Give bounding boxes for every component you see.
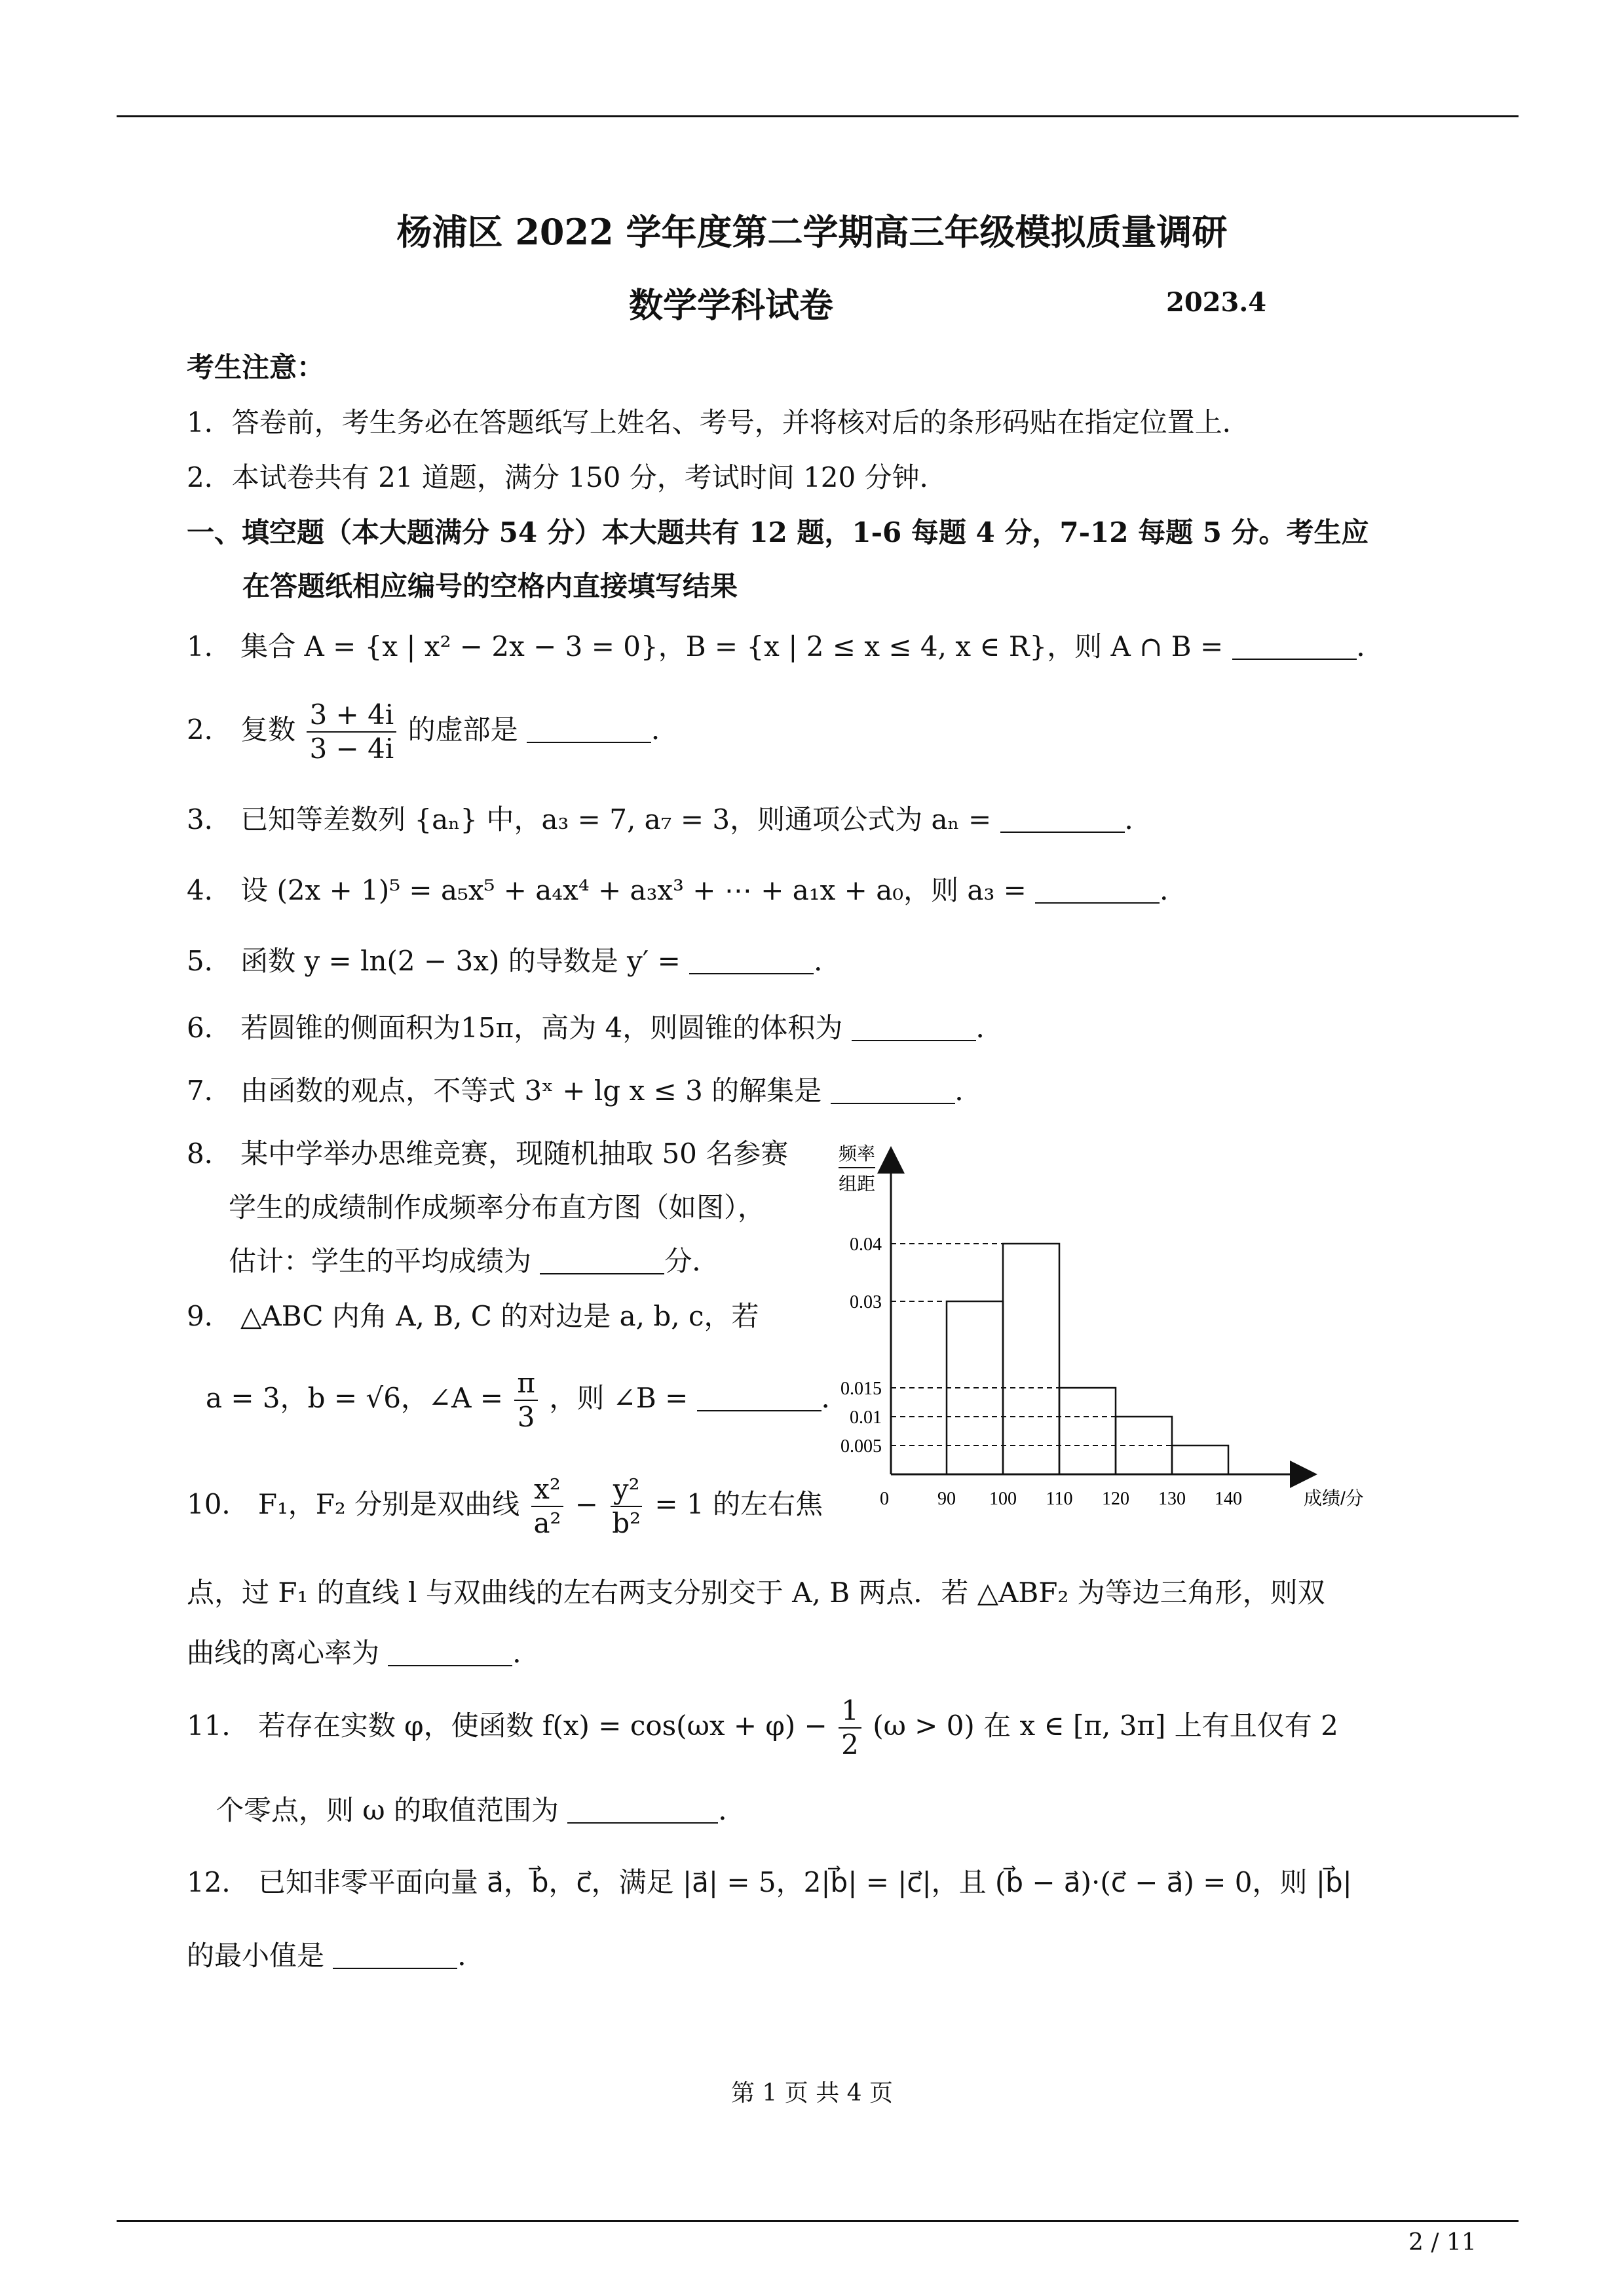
bottom-rule	[117, 2220, 1519, 2222]
fraction	[514, 1369, 538, 1431]
question-text: 由函数的观点，不等式 3ˣ + lg x ≤ 3 的解集是	[240, 1075, 822, 1107]
question-end: ．	[1124, 803, 1152, 835]
fraction-denominator: 3	[517, 1401, 535, 1433]
page-number: 2 / 11	[1408, 2229, 1477, 2256]
notice-item-1: 1．答卷前，考生务必在答题纸写上姓名、考号，并将核对后的条形码贴在指定位置上．	[187, 406, 1250, 438]
question-8-line3	[229, 1245, 719, 1278]
question-text-pre: 复数	[240, 714, 296, 746]
section-heading-line2: 在答题纸相应编号的空格内直接填写结果	[242, 570, 738, 602]
question-6	[187, 1012, 1004, 1044]
question-number: 4．	[187, 874, 232, 906]
question-text: 已知等差数列 {aₙ} 中，a₃ = 7, a₇ = 3，则通项公式为 aₙ =	[240, 803, 992, 835]
x-tick-label: 90	[937, 1489, 956, 1509]
frequency-histogram	[819, 1134, 1364, 1514]
x-tick-label: 100	[989, 1489, 1017, 1509]
fraction-numerator: 3 + 4i	[307, 701, 396, 733]
question-end: ．	[457, 1940, 485, 1972]
x-tick-label: 130	[1158, 1489, 1186, 1509]
question-number: 5．	[187, 945, 232, 977]
question-11	[187, 1694, 1338, 1761]
question-end: ．	[821, 1382, 849, 1414]
question-end: ．	[975, 1012, 1004, 1044]
question-text-post: 的虚部是	[407, 714, 518, 746]
question-end: ．	[651, 714, 679, 746]
question-text-post: = 1 的左右焦	[654, 1488, 823, 1520]
question-text-line3: 估计：学生的平均成绩为	[229, 1245, 532, 1277]
question-10	[187, 1473, 823, 1539]
question-3	[187, 803, 1152, 836]
question-text: 设 (2x + 1)⁵ = a₅x⁵ + a₄x⁴ + a₃x³ + ⋯ + a₁x + a₀，则 a₃ =	[240, 874, 1027, 906]
answer-blank[interactable]	[540, 1246, 664, 1274]
question-8-line2: 学生的成绩制作成频率分布直方图（如图），	[229, 1191, 766, 1223]
question-10-line2: 点，过 F₁ 的直线 l 与双曲线的左右两支分别交于 A, B 两点．若 △ABF₂ 为等边三角形，则双	[187, 1577, 1325, 1609]
question-12	[187, 1866, 1352, 1899]
question-number: 8．	[187, 1138, 232, 1170]
question-end: 分．	[664, 1245, 720, 1277]
x-tick-label: 120	[1102, 1489, 1129, 1509]
fraction	[839, 1694, 861, 1761]
fraction	[307, 698, 396, 765]
top-rule	[117, 115, 1519, 117]
question-text-line2: 的最小值是	[187, 1940, 325, 1972]
question-text-post: (ω > 0) 在 x ∈ [π, 3π] 上有且仅有 2	[873, 1710, 1338, 1742]
y-tick-label: 0.03	[850, 1292, 882, 1312]
question-number: 7．	[187, 1075, 232, 1107]
question-11-line2	[216, 1794, 746, 1827]
y-tick-label: 0.04	[850, 1234, 882, 1255]
question-end: ．	[1160, 874, 1188, 906]
fraction-denominator: 2	[841, 1729, 859, 1761]
x-tick-label: 140	[1215, 1489, 1242, 1509]
fraction-denominator: a²	[533, 1507, 561, 1539]
section-heading-line1: 一、填空题（本大题满分 54 分）本大题共有 12 题，1-6 每题 4 分，7-12 每题 5 分。考生应	[187, 516, 1369, 548]
fraction-numerator: π	[514, 1369, 538, 1401]
question-text-pre: a = 3，b = √6，∠A =	[206, 1382, 503, 1414]
notice-heading: 考生注意：	[187, 351, 325, 383]
histogram-bar	[1172, 1445, 1228, 1474]
page-title: 杨浦区 2022 学年度第二学期高三年级模拟质量调研	[396, 211, 1228, 253]
fraction-denominator: 3 − 4i	[309, 733, 394, 765]
question-end: ．	[954, 1075, 983, 1107]
histogram-bar	[1059, 1388, 1116, 1474]
question-number: 1．	[187, 630, 232, 662]
question-4	[187, 874, 1187, 907]
question-number: 2．	[187, 714, 232, 746]
answer-blank[interactable]	[689, 946, 814, 974]
fraction-numerator: 1	[839, 1697, 861, 1729]
question-end: ．	[814, 945, 842, 977]
exam-date: 2023.4	[1166, 287, 1267, 318]
question-end: ．	[512, 1637, 540, 1669]
question-number: 11．	[187, 1710, 250, 1742]
question-2	[187, 698, 679, 765]
y-axis-label-top: 频率	[838, 1143, 876, 1164]
question-text: 若圆锥的侧面积为15π，高为 4，则圆锥的体积为	[240, 1012, 843, 1044]
answer-blank[interactable]	[852, 1012, 976, 1041]
question-8	[187, 1138, 788, 1170]
answer-blank[interactable]	[333, 1940, 457, 1969]
answer-blank[interactable]	[697, 1383, 821, 1411]
question-text-post: ，则 ∠B =	[549, 1382, 689, 1414]
answer-blank[interactable]	[567, 1795, 718, 1824]
y-tick-label: 0.015	[840, 1379, 882, 1399]
question-5	[187, 945, 841, 978]
fraction-x	[531, 1473, 563, 1539]
y-tick-label: 0.01	[850, 1407, 882, 1428]
minus-sign: −	[575, 1488, 598, 1520]
question-1	[187, 630, 1384, 663]
question-end: ．	[718, 1794, 746, 1826]
answer-blank[interactable]	[527, 714, 651, 743]
question-text-line3: 曲线的离心率为	[187, 1637, 380, 1669]
question-12-line2	[187, 1940, 485, 1972]
question-10-line3	[187, 1637, 540, 1670]
answer-blank[interactable]	[388, 1637, 512, 1666]
question-number: 10．	[187, 1488, 250, 1520]
question-text-line1: △ABC 内角 A, B, C 的对边是 a, b, c，若	[240, 1300, 759, 1332]
question-number: 12．	[187, 1866, 250, 1898]
fraction-numerator: y²	[611, 1476, 643, 1507]
answer-blank[interactable]	[1232, 631, 1357, 660]
fraction-y	[609, 1473, 643, 1539]
question-text-pre: 若存在实数 φ，使函数 f(x) = cos(ωx + φ) −	[257, 1710, 827, 1742]
fraction-numerator: x²	[531, 1476, 563, 1507]
x-tick-label: 0	[880, 1489, 889, 1509]
x-tick-label: 110	[1046, 1489, 1073, 1509]
question-text-line2: 个零点，则 ω 的取值范围为	[216, 1794, 559, 1826]
y-axis-label-bottom: 组距	[838, 1174, 876, 1194]
question-number: 6．	[187, 1012, 232, 1044]
question-number: 3．	[187, 803, 232, 835]
y-tick-label: 0.005	[840, 1436, 882, 1457]
question-number: 9．	[187, 1300, 232, 1332]
notice-item-2: 2．本试卷共有 21 道题，满分 150 分，考试时间 120 分钟．	[187, 461, 947, 493]
question-text: 函数 y = ln(2 − 3x) 的导数是 y′ =	[240, 945, 681, 977]
question-7	[187, 1075, 983, 1107]
x-axis-label: 成绩/分	[1304, 1488, 1364, 1508]
question-text-line1: 某中学举办思维竞赛，现随机抽取 50 名参赛	[240, 1138, 789, 1170]
page-footer: 第 1 页 共 4 页	[730, 2080, 894, 2107]
question-9-line2	[206, 1369, 849, 1431]
histogram-bar	[1003, 1244, 1059, 1474]
question-end: ．	[1356, 630, 1384, 662]
answer-blank[interactable]	[1035, 875, 1160, 904]
question-9	[187, 1300, 759, 1333]
question-text-pre: F₁，F₂ 分别是双曲线	[257, 1488, 520, 1520]
page-subtitle: 数学学科试卷	[629, 286, 834, 326]
fraction-denominator: b²	[612, 1507, 641, 1539]
question-text: 已知非零平面向量 a⃗，b⃗，c⃗，满足 |a⃗| = 5，2|b⃗| = |c⃗|，且 (b⃗ − a⃗)·(c⃗ − a⃗) = 0，则 |b⃗|	[257, 1866, 1352, 1898]
answer-blank[interactable]	[831, 1075, 955, 1104]
answer-blank[interactable]	[1000, 804, 1125, 833]
question-text: 集合 A = {x | x² − 2x − 3 = 0}，B = {x | 2 ≤ x ≤ 4, x ∈ R}，则 A ∩ B =	[240, 630, 1224, 662]
